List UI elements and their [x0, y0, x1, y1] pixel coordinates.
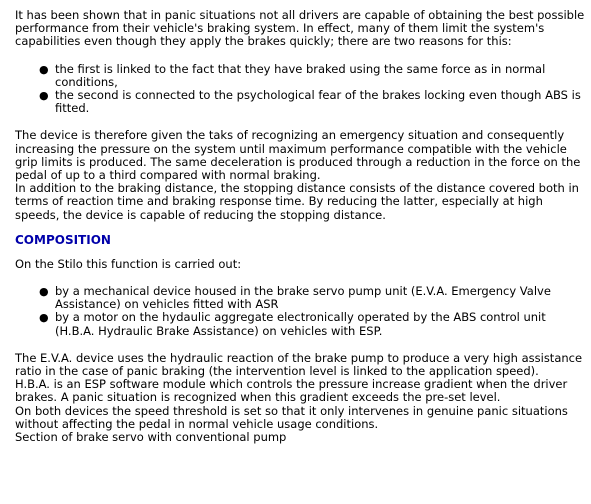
list-item — [15, 89, 587, 115]
threshold-paragraph: On both devices the speed threshold is set so that it only intervenes in genuine panic situations without affecting the pedal in normal vehicle usage conditions. — [15, 403, 568, 431]
bullet-icon: ● — [39, 62, 49, 76]
bullet-icon: ● — [39, 311, 49, 325]
list-item — [15, 63, 587, 89]
composition-list — [15, 285, 587, 338]
composition-lead: On the Stilo this function is carried out: — [15, 256, 242, 271]
composition-item-1: by a mechanical device housed in the brake servo pump unit (E.V.A. Emergency Valve Assistance) on vehicles fitted with ASR — [55, 284, 551, 312]
composition-item-2: by a motor on the hydaulic aggregate electronically operated by the ABS control unit (H.B.A. Hydraulic Brake Assistance) on vehicles with ESP. — [55, 310, 546, 338]
reasons-list — [15, 63, 587, 116]
device-paragraph-2: In addition to the braking distance, the stopping distance consists of the distance covered both in terms of reaction time and braking response time. By reducing the latter, especially at high speeds, the device is capable of reducing the stopping distance. — [15, 181, 579, 222]
bullet-icon: ● — [39, 285, 49, 299]
reason-text-2: the second is connected to the psychological fear of the brakes locking even though ABS is fitted. — [55, 88, 581, 116]
device-paragraph-1: The device is therefore given the taks of recognizing an emergency situation and consequently increasing the pressure on the system until maximum performance compatible with the vehicle grip limits is produced. The same deceleration is produced through a reduction in the force on the pedal of up to a third compared with normal braking. — [15, 128, 581, 183]
reason-text-1: the first is linked to the fact that they have braked using the same force as in normal conditions, — [55, 61, 546, 89]
hba-paragraph: H.B.A. is an ESP software module which controls the pressure increase gradient when the driver brakes. A panic situation is recognized when this gradient exceeds the pre-set level. — [15, 377, 568, 405]
list-item — [15, 285, 587, 311]
bullet-icon: ● — [39, 89, 49, 103]
composition-heading: COMPOSITION — [15, 232, 111, 247]
list-item — [15, 311, 587, 337]
intro-paragraph: It has been shown that in panic situations not all drivers are capable of obtaining the best possible performance from their vehicle's braking system. In effect, many of them limit the system's capabilities even though they apply the brakes quickly; there are two reasons for this: — [15, 8, 585, 49]
section-caption: Section of brake servo with conventional pump — [15, 430, 287, 445]
document-body — [15, 9, 587, 444]
eva-paragraph: The E.V.A. device uses the hydraulic reaction of the brake pump to produce a very high assistance ratio in the case of panic braking (the intervention level is linked to the application speed). — [15, 350, 583, 379]
